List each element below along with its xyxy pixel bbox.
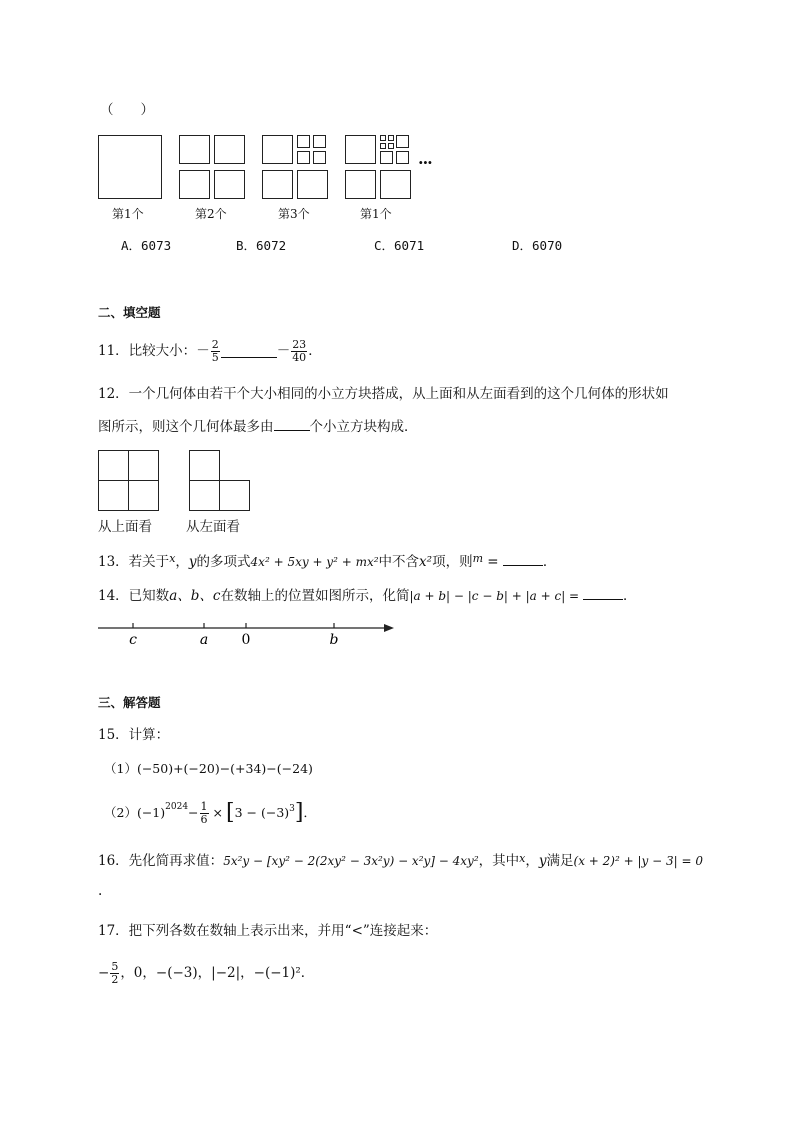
q13-text: 中不含	[378, 554, 420, 570]
polynomial: 4x² + 5xy + y² + mx²	[250, 555, 379, 569]
label-zero: 0	[241, 632, 251, 648]
answer-blank	[221, 345, 277, 358]
minus-sign: −	[98, 965, 110, 981]
variable-m: m	[472, 552, 484, 565]
condition: (x + 2)² + |y − 3| = 0	[573, 854, 703, 868]
top-view-cell	[128, 480, 159, 511]
minus-sign: −	[188, 805, 199, 820]
question-16	[98, 850, 703, 870]
q16-text: ，	[525, 853, 539, 869]
expression: 5x²y − [xy² − 2(2xy² − 3x²y) − x²y] − 4xy²	[223, 854, 479, 868]
figure-4-tiny-square	[388, 135, 394, 141]
q14-text: 14．已知数	[98, 588, 170, 604]
label-b: b	[329, 632, 339, 648]
ellipsis-dots: ···	[418, 153, 432, 172]
period: ．	[303, 805, 317, 820]
letters-abc: a、b、c	[169, 588, 221, 604]
variable-x: x	[519, 852, 526, 865]
figure-4-tiny-square	[380, 143, 386, 149]
figure-4-square	[380, 170, 411, 199]
option-d: D．6070	[512, 238, 563, 253]
bracket-content: 3 − (−3)	[234, 805, 290, 820]
figure-3-square	[297, 170, 328, 199]
trailing-period: .	[98, 883, 103, 899]
answer-bracket: （ ）	[100, 102, 154, 118]
left-view-caption: 从左面看	[186, 519, 240, 535]
figure-4-small-square	[380, 151, 393, 164]
denominator: 6	[200, 812, 208, 826]
number-line	[96, 620, 396, 650]
question-17-numbers	[98, 956, 314, 990]
fraction	[110, 961, 119, 986]
question-15-part-1: （1）(−50)+(−20)−(+34)−(−24)	[104, 761, 313, 776]
figure-2-square	[214, 135, 245, 164]
x-squared: x²	[419, 554, 433, 570]
figure-2-square	[214, 170, 245, 199]
figure-3-small-square	[313, 151, 326, 164]
figure-1-square	[98, 135, 162, 199]
variable-x: x	[169, 552, 176, 565]
figure-caption: 第1个	[112, 207, 144, 221]
figure-3-square	[262, 135, 293, 164]
figure-3-small-square	[313, 135, 326, 148]
fraction	[211, 339, 220, 364]
left-view-cell	[219, 480, 250, 511]
denominator: 2	[111, 972, 119, 986]
figure-4-square	[345, 135, 376, 164]
top-view-cell	[128, 450, 159, 481]
question-12-line2	[98, 418, 418, 436]
absolute-expression: |a + b| − |c − b| + |a + c| =	[409, 589, 583, 603]
exponent: 3	[289, 804, 295, 814]
period: ．	[308, 343, 322, 359]
question-17: 17．把下列各数在数轴上表示出来，并用“<”连接起来：	[98, 923, 438, 939]
figure-2-square	[179, 170, 210, 199]
numerator: 2	[211, 337, 219, 351]
variable-y: y	[538, 853, 547, 869]
top-view-cell	[98, 450, 129, 481]
q13-text: 的多项式	[196, 554, 251, 570]
right-bracket: ]	[294, 800, 304, 825]
times-sign: ×	[212, 805, 224, 820]
period: ．	[542, 554, 557, 570]
answer-blank	[503, 553, 543, 566]
section-title: 三、解答题	[98, 695, 161, 710]
figure-4-square	[345, 170, 376, 199]
figure-4-small-square	[396, 151, 409, 164]
numerator: 23	[292, 337, 307, 351]
q13-text: ，	[175, 554, 189, 570]
q15-base: （2）(−1)	[104, 805, 166, 820]
period: ．	[622, 588, 637, 604]
label-a: a	[199, 632, 209, 648]
figure-caption: 第3个	[278, 207, 310, 221]
left-view-cell	[189, 480, 220, 511]
numerator: 1	[200, 799, 208, 813]
figure-3-small-square	[297, 135, 310, 148]
q16-text: ，其中	[478, 853, 520, 869]
arrow-head	[384, 624, 394, 632]
answer-blank	[274, 418, 310, 431]
exponent: 2024	[165, 802, 189, 812]
number-list: ，0，−(−3)，|−2|，−(−1)²．	[120, 965, 315, 981]
equals-sign: =	[483, 554, 503, 570]
denominator: 40	[292, 350, 307, 364]
numerator: 5	[111, 959, 119, 973]
q16-text: 满足	[546, 853, 574, 869]
section-title: 二、填空题	[98, 305, 161, 320]
q16-text: 16．先化简再求值：	[98, 853, 224, 869]
question-14	[98, 587, 636, 605]
answer-blank	[583, 587, 623, 600]
left-view-cell	[189, 450, 220, 481]
figure-caption: 第1个	[360, 207, 392, 221]
figure-3-small-square	[297, 151, 310, 164]
q14-text: 在数轴上的位置如图所示，化简	[220, 588, 410, 604]
question-15-title: 15．计算：	[98, 727, 170, 743]
top-view-cell	[98, 480, 129, 511]
q11-prefix: 11．比较大小：	[98, 343, 197, 359]
question-12-line1: 12．一个几何体由若干个大小相同的小立方块搭成，从上面和从左面看到的这个几何体的形状如	[98, 386, 669, 402]
minus-sign: －	[196, 343, 210, 359]
denominator: 5	[211, 350, 219, 364]
figure-4-small-square	[396, 135, 409, 148]
minus-sign: －	[276, 343, 291, 359]
left-bracket: [	[226, 800, 235, 825]
figure-3-square	[262, 170, 293, 199]
figure-2-square	[179, 135, 210, 164]
option-c: C．6071	[374, 238, 425, 253]
top-view-caption: 从上面看	[98, 519, 152, 535]
question-15-part-2	[104, 796, 316, 830]
figure-4-tiny-square	[388, 143, 394, 149]
option-a: A．6073	[121, 238, 172, 253]
q13-text: 项，则	[432, 554, 473, 570]
q13-text: 13．若关于	[98, 554, 170, 570]
figure-caption: 第2个	[195, 207, 227, 221]
question-11	[98, 336, 322, 366]
option-b: B．6072	[236, 238, 287, 253]
q12-text: 个小立方块构成．	[309, 419, 418, 435]
question-13	[98, 550, 556, 571]
variable-y: y	[188, 554, 197, 570]
label-c: c	[129, 632, 137, 648]
fraction	[291, 339, 307, 364]
figure-4-tiny-square	[380, 135, 386, 141]
fraction	[200, 801, 209, 826]
q12-text: 图所示，则这个几何体最多由	[98, 419, 274, 435]
